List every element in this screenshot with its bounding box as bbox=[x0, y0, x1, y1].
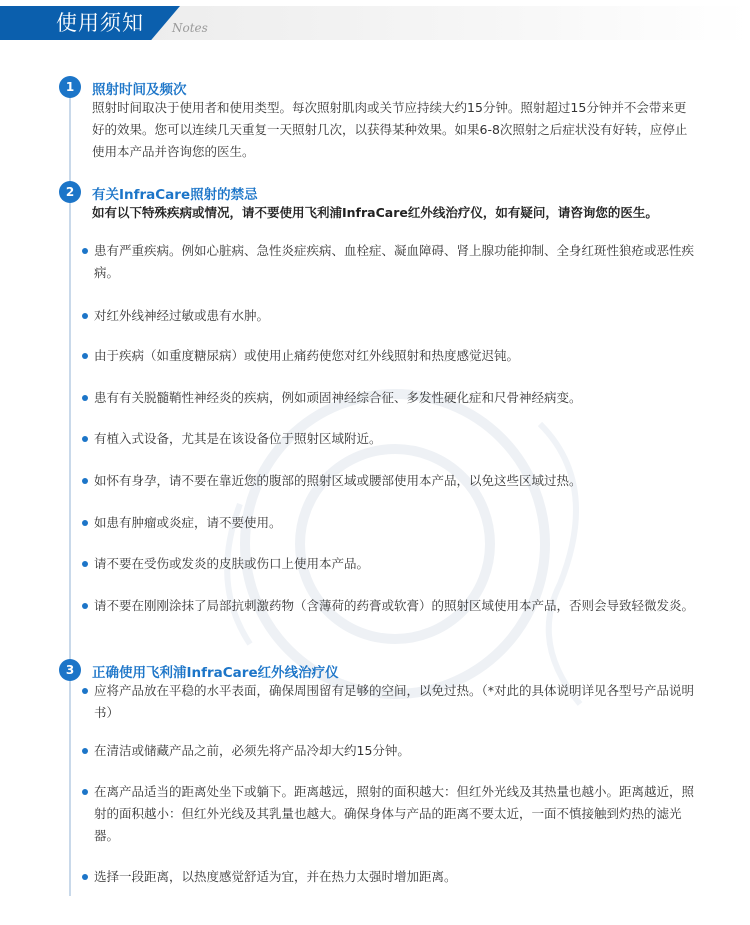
list-item bbox=[82, 553, 694, 575]
list-item-text: 有植入式设备，尤其是在该设备位于照射区域附近。 bbox=[94, 431, 382, 446]
section-number-badge: 2 bbox=[59, 181, 81, 203]
page-title: 使用须知 bbox=[56, 11, 144, 35]
list-item bbox=[82, 305, 694, 327]
list-item-text: 应将产品放在平稳的水平表面，确保周围留有足够的空间，以免过热。（*对此的具体说明详见各型号产品说明书） bbox=[94, 683, 695, 720]
list-item-text: 患有有关脱髓鞘性神经炎的疾病，例如顽固神经综合征、多发性硬化症和尺骨神经病变。 bbox=[94, 390, 582, 405]
list-item bbox=[82, 240, 694, 284]
list-item-text: 选择一段距离，以热度感觉舒适为宜，并在热力太强时增加距离。 bbox=[94, 869, 457, 884]
page-subtitle: Notes bbox=[172, 21, 208, 35]
list-item bbox=[82, 740, 694, 762]
list-item-text: 由于疾病（如重度糖尿病）或使用止痛药使您对红外线照射和热度感觉迟钝。 bbox=[94, 348, 520, 363]
list-item-text: 在离产品适当的距离处坐下或躺下。距离越远，照射的面积越大：但红外光线及其热量也越小。距离越近，照射的面积越小：但红外光线及其乳量也越大。确保身体与产品的距离不要太近，一面不慎接触到灼热的滤光器。 bbox=[94, 784, 695, 843]
list-item bbox=[82, 512, 694, 534]
bullet-dot bbox=[82, 789, 88, 795]
bullet-dot bbox=[82, 748, 88, 754]
bullet-dot bbox=[82, 603, 88, 609]
list-item-text: 请不要在受伤或发炎的皮肤或伤口上使用本产品。 bbox=[94, 556, 370, 571]
list-item bbox=[82, 866, 694, 888]
section-paragraph: 照射时间取决于使用者和使用类型。每次照射肌肉或关节应持续大约15分钟。照射超过15分钟并不会带来更好的效果。您可以连续几天重复一天照射几次，以获得某种效果。如果6-8次照射之后症状没有好转，应停止使用本产品并咨询您的医生。 bbox=[92, 100, 688, 159]
list-item bbox=[82, 680, 694, 724]
section-title: 有关InfraCare照射的禁忌 bbox=[92, 187, 258, 203]
list-item-text: 如怀有身孕，请不要在靠近您的腹部的照射区域或腰部使用本产品，以免这些区域过热。 bbox=[94, 473, 582, 488]
list-item bbox=[82, 428, 694, 450]
section-number-badge: 3 bbox=[59, 659, 81, 681]
timeline-rail bbox=[69, 86, 71, 896]
list-item bbox=[82, 345, 694, 367]
bullet-dot bbox=[82, 353, 88, 359]
list-item-text: 对红外线神经过敏或患有水肿。 bbox=[94, 308, 270, 323]
bullet-dot bbox=[82, 478, 88, 484]
notes-header bbox=[0, 0, 750, 44]
list-item bbox=[82, 595, 694, 617]
list-item-text: 如患有肿瘤或炎症，请不要使用。 bbox=[94, 515, 282, 530]
bullet-dot bbox=[82, 874, 88, 880]
list-item-text: 请不要在刚刚涂抹了局部抗刺激药物（含薄荷的药膏或软膏）的照射区域使用本产品，否则会导致轻微发炎。 bbox=[94, 598, 695, 613]
list-item bbox=[82, 387, 694, 409]
bullet-dot bbox=[82, 436, 88, 442]
section-intro: 如有以下特殊疾病或情况，请不要使用飞利浦InfraCare红外线治疗仪，如有疑问，请咨询您的医生。 bbox=[92, 205, 658, 220]
bullet-dot bbox=[82, 561, 88, 567]
list-item bbox=[82, 470, 694, 492]
list-item-text: 在清洁或储藏产品之前，必须先将产品冷却大约15分钟。 bbox=[94, 743, 410, 758]
bullet-dot bbox=[82, 313, 88, 319]
list-item-text: 患有严重疾病。例如心脏病、急性炎症疾病、血栓症、凝血障碍、肾上腺功能抑制、全身红斑性狼疮或恶性疾病。 bbox=[94, 243, 695, 280]
bullet-dot bbox=[82, 520, 88, 526]
list-item bbox=[82, 781, 694, 847]
section-title: 照射时间及频次 bbox=[92, 82, 187, 98]
bullet-dot bbox=[82, 248, 88, 254]
bullet-dot bbox=[82, 395, 88, 401]
bullet-dot bbox=[82, 688, 88, 694]
section-title: 正确使用飞利浦InfraCare红外线治疗仪 bbox=[92, 665, 339, 681]
section-number-badge: 1 bbox=[59, 76, 81, 98]
